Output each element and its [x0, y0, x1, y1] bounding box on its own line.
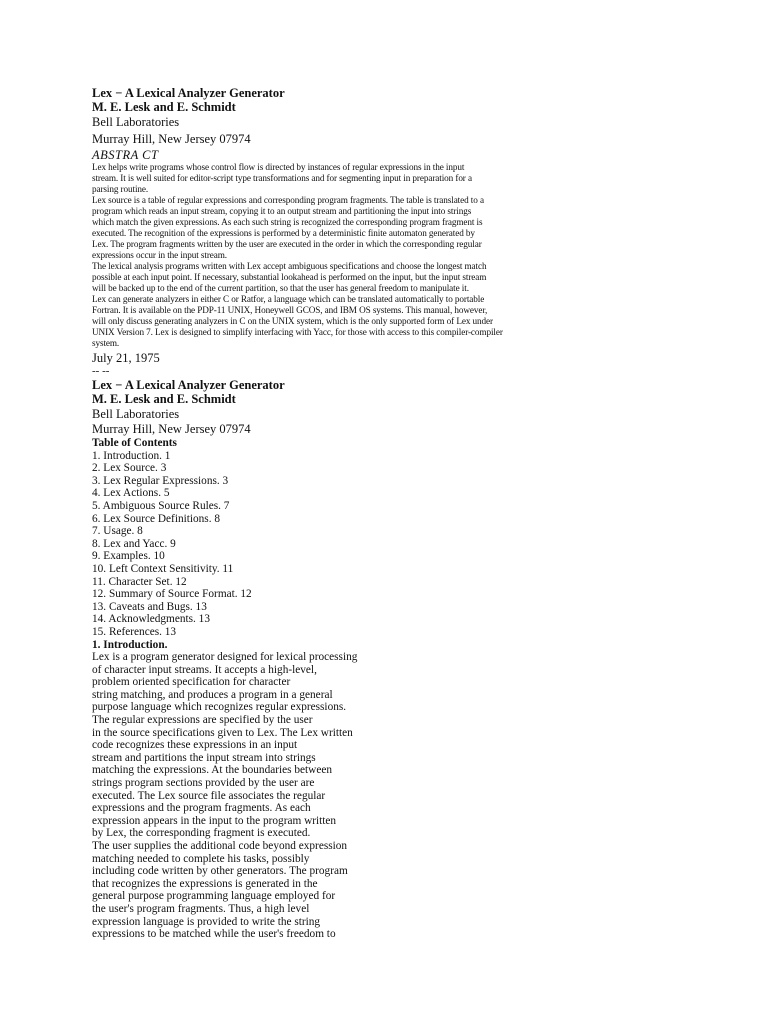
intro-line: the user's program fragments. Thus, a high level: [92, 902, 310, 915]
intro-line: including code written by other generators. The program: [92, 865, 348, 878]
intro-line: expression appears in the input to the program written: [92, 814, 337, 827]
intro-line: general purpose programming language employed for: [92, 890, 336, 903]
toc-heading: Table of Contents: [92, 437, 177, 449]
toc-item: 3. Lex Regular Expressions. 3: [92, 474, 229, 487]
toc-item: 9. Examples. 10: [92, 550, 165, 563]
abstract-line: will only discuss generating analyzers in C on the UNIX system, which is the only supported form of Lex under: [92, 316, 493, 326]
authors: M. E. Lesk and E. Schmidt: [92, 100, 236, 114]
intro-line: by Lex, the corresponding fragment is executed.: [92, 827, 311, 840]
intro-line: executed. The Lex source file associates the regular: [92, 789, 326, 802]
toc-item: 14. Acknowledgments. 13: [92, 613, 210, 626]
abstract-line: system.: [92, 338, 120, 348]
address: Murray Hill, New Jersey 07974: [92, 422, 251, 436]
intro-line: stream and partitions the input stream into strings: [92, 751, 316, 764]
address: Murray Hill, New Jersey 07974: [92, 132, 251, 146]
intro-line: Lex is a program generator designed for lexical processing: [92, 651, 358, 664]
abstract-line: UNIX Version 7. Lex is designed to simplify interfacing with Yacc, for those with access to this compiler-compiler: [92, 327, 503, 337]
intro-line: problem oriented specification for character: [92, 676, 291, 689]
document-title: Lex − A Lexical Analyzer Generator: [92, 378, 285, 392]
intro-line: The user supplies the additional code beyond expression: [92, 840, 348, 852]
authors: M. E. Lesk and E. Schmidt: [92, 392, 236, 406]
intro-line: expression language is provided to write the string: [92, 915, 321, 928]
document-date: July 21, 1975: [92, 351, 160, 365]
toc-item: 11. Character Set. 12: [92, 575, 187, 588]
abstract-line: possible at each input point. If necessary, substantial lookahead is performed on the input, but the input stream: [92, 272, 487, 282]
abstract-line: The lexical analysis programs written with Lex accept ambiguous specifications and choose the longest match: [92, 261, 487, 271]
intro-text: [92, 651, 592, 941]
toc-item: 2. Lex Source. 3: [92, 462, 167, 475]
abstract-line: program which reads an input stream, copying it to an output stream and partitioning the input into strings: [92, 206, 472, 216]
toc-item: 6. Lex Source Definitions. 8: [92, 512, 221, 525]
intro-line: expressions to be matched while the user's freedom to: [92, 928, 336, 941]
toc-item: 5. Ambiguous Source Rules. 7: [92, 499, 230, 512]
abstract-line: Lex. The program fragments written by the user are executed in the order in which the corresponding regular: [92, 239, 482, 249]
abstract-line: Lex source is a table of regular expressions and corresponding program fragments. The table is translated to a: [92, 195, 484, 205]
page-separator: -- --: [92, 365, 110, 377]
organization: Bell Laboratories: [92, 407, 180, 421]
intro-line: that recognizes the expressions is generated in the: [92, 877, 318, 890]
intro-line: expressions and the program fragments. As each: [92, 802, 311, 815]
abstract-line: Lex helps write programs whose control flow is directed by instances of regular expressions in the input: [92, 162, 465, 172]
abstract-line: parsing routine.: [92, 184, 149, 194]
intro-line: matching needed to complete his tasks, possibly: [92, 852, 310, 865]
intro-line: matching the expressions. At the boundaries between: [92, 764, 332, 777]
table-of-contents: [92, 450, 592, 639]
abstract-line: expressions occur in the input stream.: [92, 250, 227, 260]
document-page: [92, 86, 592, 941]
toc-item: 4. Lex Actions. 5: [92, 487, 170, 500]
toc-item: 15. References. 13: [92, 625, 177, 638]
intro-line: in the source specifications given to Lex. The Lex written: [92, 726, 353, 739]
abstract-line: Fortran. It is available on the PDP-11 UNIX, Honeywell GCOS, and IBM OS systems. This manual, however,: [92, 305, 488, 315]
toc-item: 10. Left Context Sensitivity. 11: [92, 562, 234, 575]
intro-line: strings program sections provided by the user are: [92, 777, 315, 790]
intro-line: The regular expressions are specified by the user: [92, 714, 313, 727]
intro-line: of character input streams. It accepts a high-level,: [92, 663, 317, 676]
intro-line: string matching, and produces a program in a general: [92, 688, 333, 701]
intro-line: code recognizes these expressions in an input: [92, 739, 298, 752]
toc-item: 12. Summary of Source Format. 12: [92, 588, 252, 601]
intro-line: purpose language which recognizes regular expressions.: [92, 701, 347, 714]
abstract-line: stream. It is well suited for editor-script type transformations and for segmenting input in preparation for a: [92, 173, 472, 183]
section-heading: 1. Introduction.: [92, 638, 168, 651]
toc-item: 8. Lex and Yacc. 9: [92, 537, 176, 550]
abstract-label: ABSTRA CT: [92, 148, 159, 162]
document-title: Lex − A Lexical Analyzer Generator: [92, 86, 285, 100]
abstract-line: Lex can generate analyzers in either C or Ratfor, a language which can be translated automatically to portable: [92, 294, 485, 304]
abstract-line: executed. The recognition of the expressions is performed by a deterministic finite automaton generated by: [92, 228, 475, 238]
abstract-line: will be backed up to the end of the current partition, so that the user has general freedom to manipulate it.: [92, 283, 469, 293]
abstract-line: which match the given expressions. As each such string is recognized the corresponding program fragment is: [92, 217, 483, 227]
organization: Bell Laboratories: [92, 115, 180, 129]
abstract-text: [92, 162, 592, 349]
toc-item: 7. Usage. 8: [92, 525, 143, 538]
toc-item: 13. Caveats and Bugs. 13: [92, 600, 207, 613]
toc-item: 1. Introduction. 1: [92, 449, 171, 462]
